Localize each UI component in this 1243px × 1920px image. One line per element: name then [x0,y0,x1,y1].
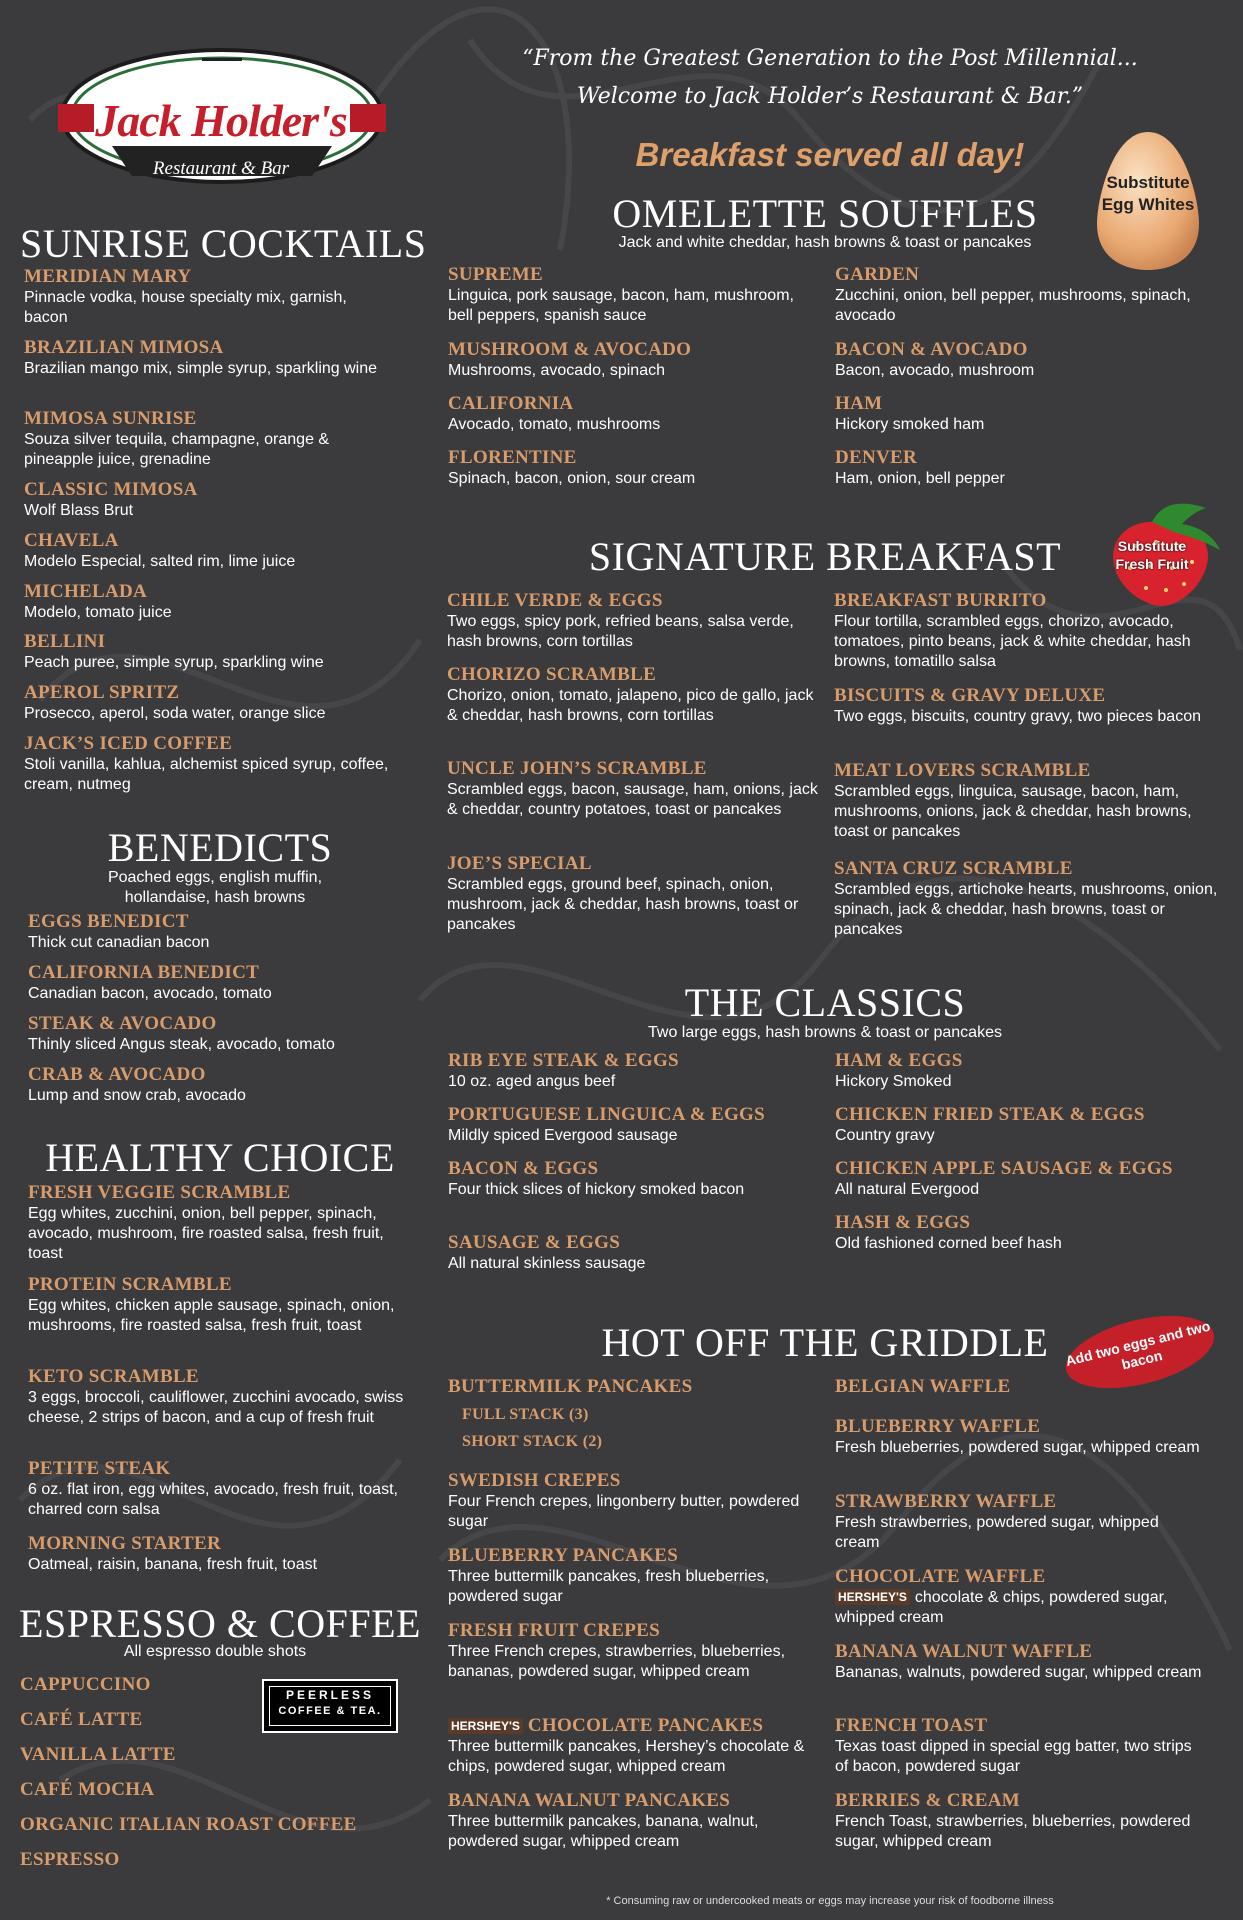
menu-item: STEAK & AVOCADO Thinly sliced Angus steak, avocado, tomato [28,1013,335,1053]
menu-item: BLUEBERRY PANCAKES Three buttermilk pancakes, fresh blueberries, powdered sugar [448,1545,770,1605]
menu-item: CHOCOLATE WAFFLE HERSHEY'S chocolate & chips, powdered sugar, whipped cream [835,1566,1168,1626]
menu-item: BANANA WALNUT PANCAKES Three buttermilk pancakes, banana, walnut, powdered sugar, whipped cream [448,1790,759,1850]
menu-item: CHAVELA Modelo Especial, salted rim, lime juice [24,530,296,570]
menu-item: SUPREME Linguica, pork sausage, bacon, ham, mushroom, bell peppers, spanish sauce [448,264,794,324]
hersheys-logo: HERSHEY'S [835,1589,910,1605]
menu-item: MUSHROOM & AVOCADO Mushrooms, avocado, spinach [448,339,692,379]
menu-item: SAUSAGE & EGGS All natural skinless sausage [448,1232,646,1272]
espresso-title: ESPRESSO & COFFEE [19,1601,421,1646]
menu-item: CAFÉ LATTE [20,1709,143,1730]
menu-item: BLUEBERRY WAFFLE Fresh blueberries, powdered sugar, whipped cream [835,1416,1200,1456]
menu-item: FULL STACK (3) [462,1406,589,1423]
menu-item: BANANA WALNUT WAFFLE Bananas, walnuts, powdered sugar, whipped cream [835,1641,1202,1681]
menu-item: BERRIES & CREAM French Toast, strawberries, blueberries, powdered sugar, whipped cream [835,1790,1191,1850]
menu-item: BACON & AVOCADO Bacon, avocado, mushroom [835,339,1035,379]
menu-item: HASH & EGGS Old fashioned corned beef hash [835,1212,1062,1252]
classics-subtitle: Two large eggs, hash browns & toast or pancakes [648,1024,1002,1041]
menu-item: FRESH VEGGIE SCRAMBLE Egg whites, zucchini, onion, bell pepper, spinach, avocado, mushroom, fire roasted salsa, fresh fruit, toast [28,1182,384,1262]
benedicts-title: BENEDICTS [107,825,333,870]
healthy-title: HEALTHY CHOICE [45,1135,395,1180]
menu-item: ESPRESSO [20,1849,120,1870]
menu-item: MERIDIAN MARY Pinnacle vodka, house specialty mix, garnish, bacon [24,266,347,326]
menu-item: KETO SCRAMBLE 3 eggs, broccoli, cauliflower, zucchini avocado, swiss cheese, 2 strips of bacon, and a cup of fresh fruit [28,1366,404,1426]
menu-item: CAFÉ MOCHA [20,1779,155,1800]
menu-item: CRAB & AVOCADO Lump and snow crab, avocado [28,1064,246,1104]
fresh-fruit-badge: Substitute Fresh Fruit [1115,538,1189,572]
menu-item: UNCLE JOHN’S SCRAMBLE Scrambled eggs, bacon, sausage, ham, onions, jack & cheddar, country potatoes, toast or pancakes [447,758,818,818]
menu-item: HAM Hickory smoked ham [835,393,985,433]
menu-item: CALIFORNIA BENEDICT Canadian bacon, avocado, tomato [28,962,272,1002]
cocktails-title: SUNRISE COCKTAILS [20,221,427,266]
menu-item: RIB EYE STEAK & EGGS 10 oz. aged angus beef [448,1050,679,1090]
menu-item: FRESH FRUIT CREPES Three French crepes, strawberries, blueberries, bananas, powdered sugar, whipped cream [448,1620,786,1680]
menu-item: PROTEIN SCRAMBLE Egg whites, chicken apple sausage, spinach, onion, mushrooms, fire roasted salsa, fresh fruit, toast [28,1274,395,1334]
menu-item: BELGIAN WAFFLE [835,1376,1011,1397]
menu-item: DENVER Ham, onion, bell pepper [835,447,1005,487]
omelettes-subtitle: Jack and white cheddar, hash browns & toast or pancakes [618,234,1032,251]
menu-item: BREAKFAST BURRITO Flour tortilla, scrambled eggs, chorizo, avocado, tomatoes, pinto beans, jack & white cheddar, hash browns, tomatillo salsa [834,590,1191,670]
menu-item: BRAZILIAN MIMOSA Brazilian mango mix, simple syrup, sparkling wine [24,337,378,377]
menu-item: SHORT STACK (2) [462,1433,603,1450]
menu-item: ORGANIC ITALIAN ROAST COFFEE [20,1814,357,1835]
menu-item: PETITE STEAK 6 oz. flat iron, egg whites, avocado, fresh fruit, toast, charred corn salsa [28,1458,398,1518]
menu-item: MICHELADA Modelo, tomato juice [24,581,172,621]
espresso-subtitle: All espresso double shots [123,1643,307,1660]
menu-item: MORNING STARTER Oatmeal, raisin, banana, fresh fruit, toast [28,1533,318,1573]
griddle-title: HOT OFF THE GRIDDLE [601,1320,1049,1365]
menu-item: CHORIZO SCRAMBLE Chorizo, onion, tomato, jalapeno, pico de gallo, jack & cheddar, hash browns, corn tortillas [447,664,814,724]
menu-item: BUTTERMILK PANCAKES [448,1376,693,1397]
menu-item: CHICKEN FRIED STEAK & EGGS Country gravy [835,1104,1145,1144]
menu-item: CAPPUCCINO [20,1674,151,1695]
tagline: Breakfast served all day! [635,136,1025,173]
menu-item: CHICKEN APPLE SAUSAGE & EGGS All natural Evergood [835,1158,1173,1198]
benedicts-subtitle: Poached eggs, english muffin, hollandaise, hash browns [107,869,323,906]
menu-item: MEAT LOVERS SCRAMBLE Scrambled eggs, linguica, sausage, bacon, ham, mushrooms, onions, jack & cheddar, hash browns, toast or pancakes [834,760,1192,840]
menu-item: VANILLA LATTE [20,1744,176,1765]
menu-item: HAM & EGGS Hickory Smoked [835,1050,963,1090]
omelettes-title: OMELETTE SOUFFLES [612,191,1038,236]
quote-line-1: “From the Greatest Generation to the Post Millennial... [522,46,1138,71]
menu-item: BELLINI Peach puree, simple syrup, sparkling wine [24,631,324,671]
menu-item: STRAWBERRY WAFFLE Fresh strawberries, powdered sugar, whipped cream [835,1491,1159,1551]
menu-item: APEROL SPRITZ Prosecco, aperol, soda water, orange slice [24,682,326,722]
menu-item: JOE’S SPECIAL Scrambled eggs, ground beef, spinach, onion, mushroom, jack & cheddar, hash browns, toast or pancakes [447,853,799,933]
menu-item: CHILE VERDE & EGGS Two eggs, spicy pork, refried beans, salsa verde, hash browns, corn tortillas [447,590,794,650]
signature-title: SIGNATURE BREAKFAST [588,534,1062,579]
menu-item: CLASSIC MIMOSA Wolf Blass Brut [24,479,198,519]
logo-subtitle: Restaurant & Bar [152,158,290,179]
logo-name: Jack Holder's [95,95,347,146]
menu-item: BACON & EGGS Four thick slices of hickory smoked bacon [448,1158,745,1198]
menu-item: GARDEN Zucchini, onion, bell pepper, mushrooms, spinach, avocado [835,264,1191,324]
menu-item: FLORENTINE Spinach, bacon, onion, sour cream [448,447,696,487]
menu-item: FRENCH TOAST Texas toast dipped in special egg batter, two strips of bacon, powdered sugar [835,1715,1192,1775]
menu-item: HERSHEY'S CHOCOLATE PANCAKES Three buttermilk pancakes, Hershey’s chocolate & chips, powdered sugar, whipped cream [448,1715,805,1775]
foodborne-illness-disclaimer: * Consuming raw or undercooked meats or eggs may increase your risk of foodborne illness [606,1895,1054,1907]
peerless-coffee-logo: PEERLESS COFFEE & TEA. [262,1679,398,1733]
hersheys-logo: HERSHEY'S [448,1718,523,1734]
menu-item: BISCUITS & GRAVY DELUXE Two eggs, biscuits, country gravy, two pieces bacon [834,685,1201,725]
classics-title: THE CLASSICS [684,980,966,1025]
menu-item: JACK’S ICED COFFEE Stoli vanilla, kahlua, alchemist spiced syrup, coffee, cream, nutmeg [24,733,389,793]
menu-item: PORTUGUESE LINGUICA & EGGS Mildly spiced Evergood sausage [448,1104,765,1144]
menu-item: SWEDISH CREPES Four French crepes, lingonberry butter, powdered sugar [448,1470,800,1530]
quote-line-2: Welcome to Jack Holder’s Restaurant & Bar.” [576,84,1084,109]
menu-item: EGGS BENEDICT Thick cut canadian bacon [28,911,210,951]
menu-item: MIMOSA SUNRISE Souza silver tequila, champagne, orange & pineapple juice, grenadine [24,408,330,468]
egg-whites-badge: Substitute Egg Whites [1101,173,1195,214]
menu-item: SANTA CRUZ SCRAMBLE Scrambled eggs, artichoke hearts, mushrooms, onion, spinach, jack & cheddar, hash browns, toast or pancakes [834,858,1218,938]
menu-item: CALIFORNIA Avocado, tomato, mushrooms [448,393,661,433]
griddle-badge: Add two eggs and two bacon [1063,1317,1212,1373]
